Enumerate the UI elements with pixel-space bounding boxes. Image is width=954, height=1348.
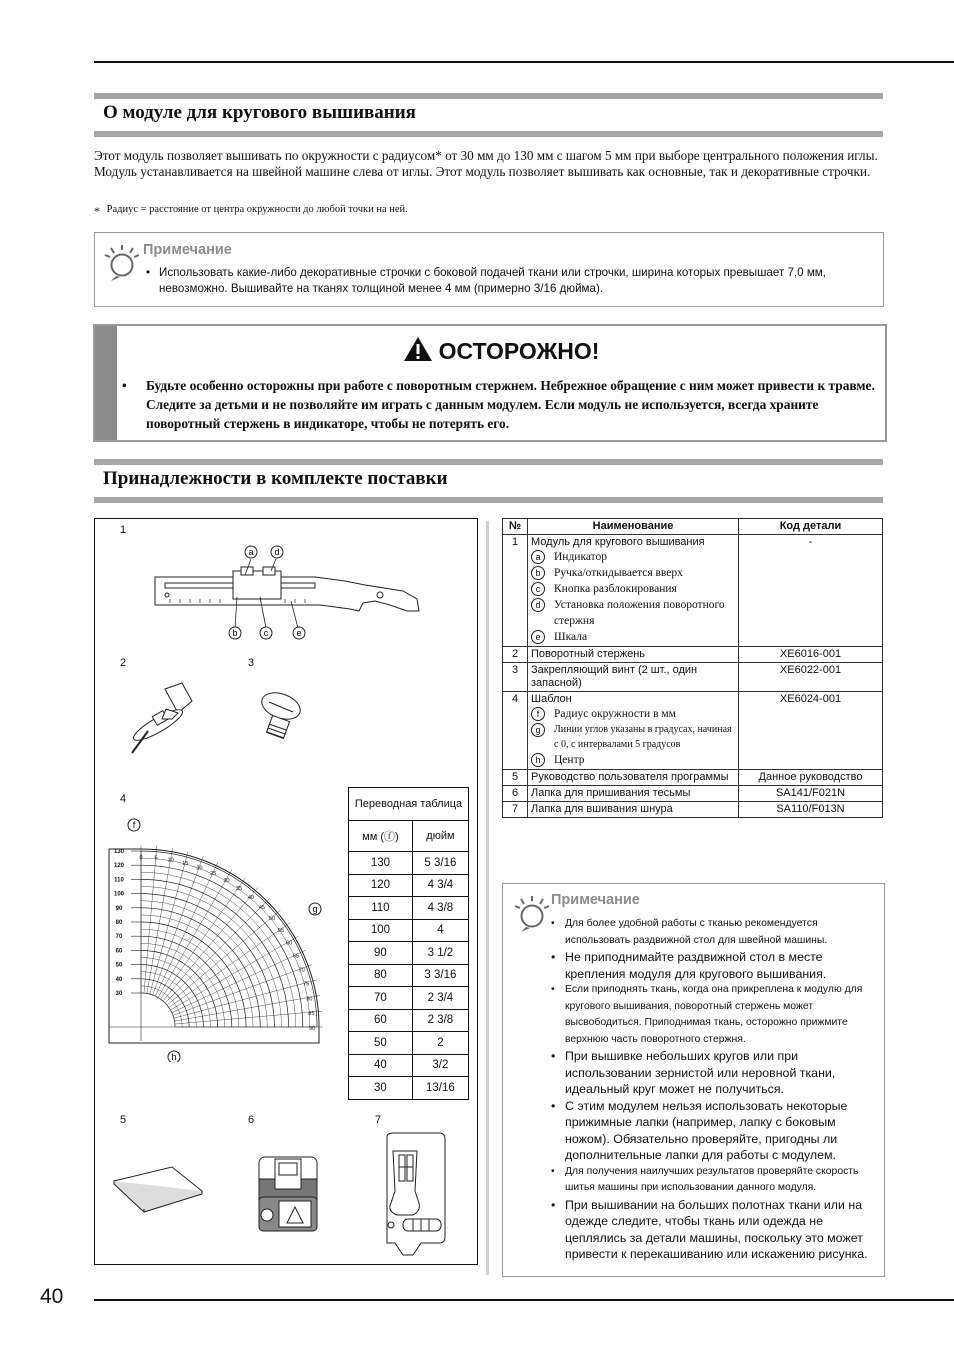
angle-line xyxy=(163,885,258,1001)
callout-a: a xyxy=(248,547,254,557)
manual-illustration xyxy=(110,1159,210,1219)
part-subitem-text: Центр xyxy=(554,754,585,766)
radius-label: 30 xyxy=(115,991,123,997)
footnote xyxy=(94,204,408,219)
part-name-cell xyxy=(528,770,739,786)
table-row xyxy=(349,1009,469,1032)
radius-label: 80 xyxy=(115,920,123,926)
table-row xyxy=(349,1054,469,1077)
part-subitem xyxy=(531,706,735,722)
footnote-mark: * xyxy=(94,204,100,218)
part-number: 4 xyxy=(503,692,528,770)
page-number: 40 xyxy=(40,1285,64,1308)
section-title: Принадлежности в комплекте поставки xyxy=(103,468,448,489)
lightbulb-note-icon xyxy=(103,243,139,281)
part-subitem-text: Индикатор xyxy=(554,551,608,563)
column-divider xyxy=(486,521,489,1275)
note-text: Для более удобной работы с тканью рекомендуется использовать раздвижной стол для швейной машины. xyxy=(565,918,828,946)
tape-presser-foot-illustration xyxy=(255,1149,321,1235)
part-name: Лапка для вшивания шнура xyxy=(531,803,673,815)
angle-line xyxy=(175,1011,322,1024)
bullet: • xyxy=(551,1165,555,1177)
part-subitem-text: Шкала xyxy=(554,631,588,643)
mm-value: 120 xyxy=(349,874,413,897)
column-header-inch: дюйм xyxy=(412,821,468,852)
callout-h: h xyxy=(171,1052,177,1062)
part-subitem-text: Кнопка разблокирования xyxy=(554,583,677,595)
note-item xyxy=(551,916,880,949)
note-text: Если приподнять ткань, когда она прикреплена к модулю для кругового вышивания, поворотный стержень может высвободиться. Приподнимая ткань, осторожно прижмите верхнюю часть поворотного стержня. xyxy=(565,984,863,1045)
part-subitem-text: Радиус окружности в мм xyxy=(554,708,676,720)
bullet: • xyxy=(145,266,151,279)
radius-label: 100 xyxy=(113,891,125,898)
part-subitem xyxy=(531,597,735,629)
note-text: При вышивании на больших полотнах ткани или на одежде следите, чтобы ткань или одежда не цеплялись за детали машины, поскольку это может привести к перекашиванию или искажению рисунка. xyxy=(565,1197,868,1261)
part-name: Закрепляющий винт (2 шт., один запасной) xyxy=(531,664,698,689)
section-header-accessories xyxy=(94,459,883,503)
inch-value: 4 3/4 xyxy=(412,874,468,897)
caution-title: ОСТОРОЖНО! xyxy=(438,338,600,364)
angle-line xyxy=(174,995,320,1021)
mm-value: 50 xyxy=(349,1032,413,1055)
part-code: XE6016-001 xyxy=(739,647,883,663)
table-row xyxy=(349,1077,469,1100)
part-name: Лапка для пришивания тесьмы xyxy=(531,787,691,799)
note-text: Для получения наилучших результатов проверяйте скорость шитья машины при использовании данного модуля. xyxy=(565,1165,859,1193)
table-row xyxy=(503,692,883,770)
radius-label: 120 xyxy=(113,863,125,870)
part-name-cell xyxy=(528,692,739,770)
angle-label: 45 xyxy=(258,905,265,912)
table-row xyxy=(503,647,883,663)
note-title: Примечание xyxy=(551,892,640,908)
part-code: SA110/F013N xyxy=(739,802,883,818)
screw-illustration xyxy=(255,684,315,744)
item-number: 7 xyxy=(375,1114,382,1126)
radius-label: 130 xyxy=(113,849,125,855)
note-item xyxy=(551,1098,880,1164)
caution-text: Будьте особенно осторожны при работе с поворотным стержнем. Небрежное обращение с ним может привести к травме. Следите за детьми и не позволяйте им играть с данным модулем. Если модуль не используется, всегда храните поворотный стержень в индикаторе, чтобы не потерять его. xyxy=(146,378,875,431)
note-box xyxy=(502,883,885,1277)
mm-value: 70 xyxy=(349,987,413,1010)
caution-item xyxy=(122,376,875,433)
table-row xyxy=(503,770,883,786)
parts-table xyxy=(502,518,883,818)
part-subitem-text: Установка положения поворотного стержня xyxy=(554,599,725,627)
table-row xyxy=(349,942,469,965)
column-header-mm: мм (ⓕ) xyxy=(349,821,413,852)
pivot-pin-illustration xyxy=(120,679,200,761)
mm-value: 40 xyxy=(349,1054,413,1077)
mm-value: 110 xyxy=(349,897,413,920)
radius-label: 40 xyxy=(115,976,123,983)
conversion-table-title: Переводная таблица xyxy=(349,788,469,821)
part-subitem-text: Ручка/откидывается вверх xyxy=(554,567,683,579)
part-code: - xyxy=(739,535,883,647)
angle-line xyxy=(147,848,173,994)
mm-value: 100 xyxy=(349,919,413,942)
item-number: 1 xyxy=(120,524,127,536)
angle-label: 0 xyxy=(139,855,143,861)
bullet: • xyxy=(551,1049,556,1063)
table-row xyxy=(349,987,469,1010)
warning-triangle-icon xyxy=(403,336,433,362)
part-name: Поворотный стержень xyxy=(531,648,646,660)
callout-marker: a xyxy=(531,550,545,564)
caution-box xyxy=(93,324,887,442)
callout-marker: h xyxy=(531,753,545,767)
part-subitem-text: Линии углов указаны в градусах, начиная с 0, с интервалами 5 градусов xyxy=(554,724,732,750)
angle-label: 35 xyxy=(236,885,243,892)
accessories-figure xyxy=(94,518,478,1265)
mm-value: 90 xyxy=(349,942,413,965)
table-row xyxy=(349,874,469,897)
part-name-cell xyxy=(528,535,739,647)
caution-heading xyxy=(117,336,885,365)
note-text: Не приподнимайте раздвижной стол в месте крепления модуля для кругового вышивания. xyxy=(565,950,827,981)
part-name-cell xyxy=(528,802,739,818)
mm-value: 80 xyxy=(349,964,413,987)
callout-e: e xyxy=(296,628,302,638)
mm-value: 60 xyxy=(349,1009,413,1032)
part-subitem xyxy=(531,549,735,565)
item-number: 4 xyxy=(120,793,127,805)
part-name-cell xyxy=(528,647,739,663)
note-item xyxy=(551,1164,880,1197)
inch-value: 2 xyxy=(412,1032,468,1055)
callout-marker: g xyxy=(531,723,545,737)
bullet: • xyxy=(551,1197,556,1212)
note-text: Использовать какие-либо декоративные строчки с боковой подачей ткани или строчки, ширина которых превышает 7,0 мм, невозможно. Вышивайте на тканях толщиной менее 4 мм (примерно 3/16 дюйма). xyxy=(159,266,826,295)
callout-g: g xyxy=(312,904,318,914)
callout-marker: e xyxy=(531,630,545,644)
radius-label: 70 xyxy=(115,934,123,941)
angle-label: 30 xyxy=(223,877,230,884)
section-title: О модуле для кругового вышивания xyxy=(103,102,416,123)
table-row xyxy=(349,1032,469,1055)
callout-f: f xyxy=(132,820,136,830)
part-number: 7 xyxy=(503,802,528,818)
angle-label: 85 xyxy=(308,1011,315,1018)
bullet: • xyxy=(551,918,555,929)
note-box xyxy=(94,232,884,307)
bullet: • xyxy=(551,1098,556,1113)
part-code: SA141/F021N xyxy=(739,786,883,802)
note-item xyxy=(551,1197,880,1263)
callout-marker: c xyxy=(531,582,545,596)
note-text: При вышивке небольших кругов или при использовании зернистой или неровной ткани, идеальный круг может не получиться. xyxy=(565,1049,836,1096)
radius-label: 50 xyxy=(115,962,123,969)
part-subitem xyxy=(531,565,735,581)
angle-label: 40 xyxy=(247,895,254,902)
table-row xyxy=(349,897,469,920)
footnote-text: Радиус = расстояние от центра окружности до любой точки на ней. xyxy=(106,204,408,215)
angle-line xyxy=(144,846,157,993)
angle-line xyxy=(158,869,232,997)
part-number: 6 xyxy=(503,786,528,802)
part-subitem xyxy=(531,581,735,597)
note-item xyxy=(551,949,880,982)
column-header: № xyxy=(503,519,528,535)
angle-label: 65 xyxy=(292,953,300,960)
angle-label: 75 xyxy=(303,981,310,988)
callout-marker: d xyxy=(531,598,545,612)
angle-line xyxy=(170,936,298,1010)
part-name: Руководство пользователя программы xyxy=(531,771,729,783)
angle-label: 20 xyxy=(196,865,203,872)
part-number: 5 xyxy=(503,770,528,786)
angle-label: 15 xyxy=(182,860,189,867)
bullet: • xyxy=(551,984,555,995)
angle-label: 10 xyxy=(167,857,174,864)
lightbulb-note-icon xyxy=(513,894,549,932)
table-row xyxy=(503,786,883,802)
note-list xyxy=(551,916,880,1263)
table-row xyxy=(349,919,469,942)
part-name-cell xyxy=(528,786,739,802)
angle-label: 50 xyxy=(268,916,276,923)
part-subitem xyxy=(531,722,735,752)
column-header: Наименование xyxy=(528,519,739,535)
radius-label: 90 xyxy=(115,905,123,912)
bullet: • xyxy=(551,950,556,964)
column-header: Код детали xyxy=(739,519,883,535)
table-row xyxy=(503,535,883,647)
intro-paragraph: Этот модуль позволяет вышивать по окружности с радиусом* от 30 мм до 130 мм с шагом 5 мм при выборе центрального положения иглы. Модуль устанавливается на швейной машине слева от иглы. Этот модуль позволяет вышивать как основные, так и декоративные строчки. xyxy=(94,148,878,179)
part-name: Модуль для кругового вышивания xyxy=(531,536,705,548)
part-number: 3 xyxy=(503,663,528,692)
part-name: Шаблон xyxy=(531,693,572,705)
table-row xyxy=(503,663,883,692)
inch-value: 2 3/4 xyxy=(412,987,468,1010)
bullet: • xyxy=(122,378,127,393)
bottom-rule xyxy=(94,1299,954,1301)
angle-line xyxy=(167,910,280,1005)
cording-foot-illustration xyxy=(373,1131,451,1256)
radius-label: 60 xyxy=(115,948,123,955)
part-code: XE6024-001 xyxy=(739,692,883,770)
angle-label: 80 xyxy=(306,996,313,1003)
callout-d: d xyxy=(274,547,280,557)
part-name-cell xyxy=(528,663,739,692)
template-illustration xyxy=(107,817,329,1062)
table-row xyxy=(503,802,883,818)
part-code: XE6022-001 xyxy=(739,663,883,692)
inch-value: 4 3/8 xyxy=(412,897,468,920)
inch-value: 5 3/16 xyxy=(412,852,468,875)
top-rule xyxy=(94,61,954,63)
inch-value: 13/16 xyxy=(412,1077,468,1100)
table-row xyxy=(349,852,469,875)
table-row xyxy=(349,964,469,987)
inch-value: 3 1/2 xyxy=(412,942,468,965)
part-code: Данное руководство xyxy=(739,770,883,786)
note-item xyxy=(551,982,880,1048)
mm-value: 30 xyxy=(349,1077,413,1100)
item-number: 5 xyxy=(120,1114,127,1126)
angle-line xyxy=(165,898,270,1003)
item-number: 6 xyxy=(248,1114,255,1126)
part-number: 2 xyxy=(503,647,528,663)
inch-value: 3/2 xyxy=(412,1054,468,1077)
callout-c: c xyxy=(263,628,269,638)
note-text: С этим модулем нельзя использовать некоторые прижимные лапки (например, лапку с боковым ножом). Обязательно проверяйте, пригодны ли дополнительные лапки для работы с модулем. xyxy=(565,1098,848,1162)
section-header-circular-module xyxy=(94,93,883,137)
part-subitem xyxy=(531,629,735,645)
conversion-table xyxy=(348,787,469,1100)
note-item xyxy=(551,1048,880,1098)
circular-module-illustration xyxy=(145,541,435,646)
angle-label: 5 xyxy=(154,855,158,862)
angle-label: 55 xyxy=(278,927,285,934)
radius-label: 110 xyxy=(114,877,124,884)
inch-value: 3 3/16 xyxy=(412,964,468,987)
note-title: Примечание xyxy=(143,242,232,258)
part-number: 1 xyxy=(503,535,528,647)
inch-value: 4 xyxy=(412,919,468,942)
angle-label: 90 xyxy=(308,1026,316,1032)
part-subitem xyxy=(531,752,735,768)
inch-value: 2 3/8 xyxy=(412,1009,468,1032)
item-number: 3 xyxy=(248,657,255,669)
callout-b: b xyxy=(232,628,238,638)
angle-label: 60 xyxy=(286,940,293,947)
angle-label: 25 xyxy=(210,871,217,878)
note-item xyxy=(140,265,870,297)
angle-label: 70 xyxy=(298,967,305,974)
mm-value: 130 xyxy=(349,852,413,875)
callout-marker: f xyxy=(531,707,545,721)
caution-side-bar xyxy=(95,326,117,440)
item-number: 2 xyxy=(120,657,127,669)
callout-marker: b xyxy=(531,566,545,580)
